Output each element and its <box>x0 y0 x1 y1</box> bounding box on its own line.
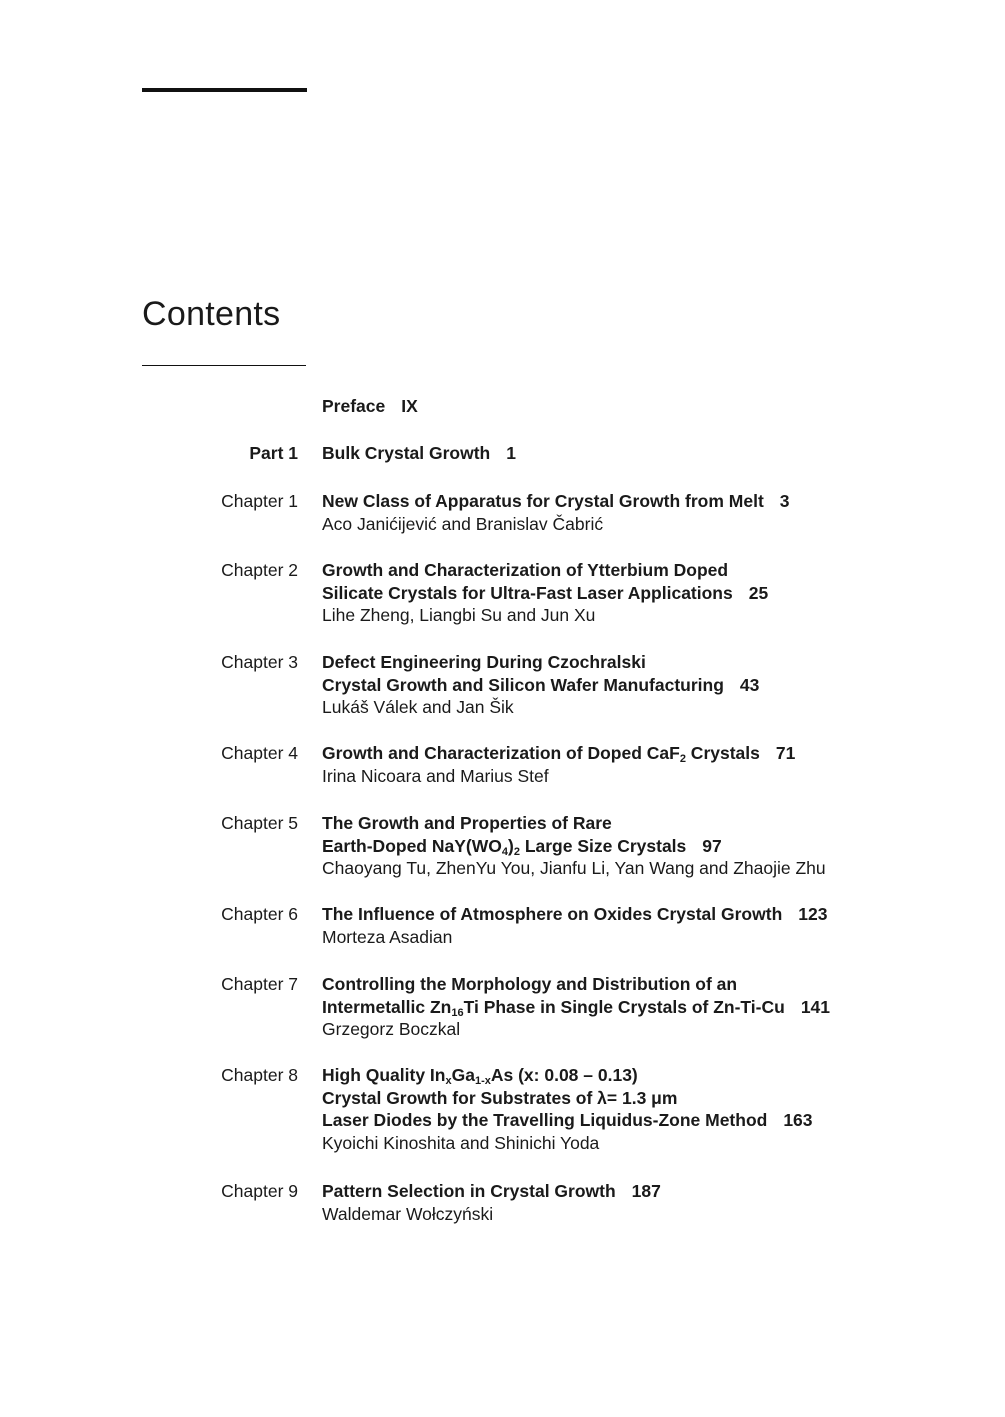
chapter-title: Pattern Selection in Crystal Growth <box>322 1181 616 1201</box>
entry-title-line <box>322 742 922 765</box>
chapter-title: New Class of Apparatus for Crystal Growth from Melt <box>322 491 764 511</box>
chapter-title-part: Ti Phase in Single Crystals of Zn-Ti-Cu <box>463 996 785 1017</box>
chapter-authors: Waldemar Wołczyński <box>322 1203 494 1224</box>
subscript: 2 <box>513 845 520 858</box>
entry-title-line: The Growth and Properties of Rare <box>322 813 612 833</box>
chapter-title: Crystal Growth and Silicon Wafer Manufacturing <box>322 674 724 695</box>
page-number: IX <box>401 396 418 416</box>
page-number: 1 <box>506 443 516 463</box>
chapter-label: Chapter 6 <box>221 904 298 924</box>
toc-entry-body <box>322 973 922 1041</box>
page-number: 25 <box>748 582 769 603</box>
chapter-title-part: Laser Diodes by the Travelling Liquidus-Zone Method <box>322 1110 768 1130</box>
chapter-title-part: Earth-Doped NaY(WO <box>322 835 502 856</box>
entry-title-line: Defect Engineering During Czochralski <box>322 652 646 672</box>
chapter-authors: Lukáš Válek and Jan Šik <box>322 697 514 717</box>
entry-title-line <box>322 996 922 1019</box>
chapter-title-part: Large Size Crystals <box>519 835 687 856</box>
toc-entry-body <box>322 1180 922 1225</box>
chapter-title-part: Intermetallic Zn <box>322 996 452 1017</box>
chapter-title-part: Ga <box>451 1065 475 1085</box>
chapter-title: Silicate Crystals for Ultra-Fast Laser Applications <box>322 582 733 603</box>
top-decorative-rule <box>142 88 307 92</box>
chapter-title-part: As (x: 0.08 – 0.13) <box>490 1065 638 1085</box>
part-title: Bulk Crystal Growth <box>322 443 491 463</box>
page-number: 123 <box>798 904 828 924</box>
chapter-authors: Kyoichi Kinoshita and Shinichi Yoda <box>322 1132 600 1153</box>
toc-entry-body <box>322 442 922 465</box>
entry-title-line <box>322 674 922 697</box>
page-number: 71 <box>775 743 796 763</box>
page-title: Contents <box>142 295 281 333</box>
entry-title-line <box>322 1064 922 1087</box>
entry-title-line: Crystal Growth for Substrates of λ= 1.3 μm <box>322 1087 678 1108</box>
chapter-label: Chapter 3 <box>221 652 298 672</box>
chapter-label: Chapter 9 <box>221 1181 298 1201</box>
page-number: 97 <box>702 835 722 856</box>
toc-entry-body <box>322 1064 922 1154</box>
preface-title: Preface <box>322 396 386 416</box>
page-number: 141 <box>800 996 831 1017</box>
chapter-label: Chapter 4 <box>221 743 298 763</box>
entry-title-line: Controlling the Morphology and Distribution of an <box>322 974 738 994</box>
chapter-authors: Aco Janićijević and Branislav Čabrić <box>322 513 604 534</box>
toc-entry-body <box>322 651 922 719</box>
chapter-authors: Irina Nicoara and Marius Stef <box>322 765 549 786</box>
toc-entry-body <box>322 812 922 880</box>
chapter-authors: Morteza Asadian <box>322 926 453 947</box>
page-number: 187 <box>631 1181 661 1201</box>
chapter-authors: Chaoyang Tu, ZhenYu You, Jianfu Li, Yan Wang and Zhaojie Zhu <box>322 858 826 878</box>
chapter-label: Chapter 7 <box>221 974 298 994</box>
part-label: Part 1 <box>249 443 298 463</box>
chapter-authors: Lihe Zheng, Liangbi Su and Jun Xu <box>322 605 596 625</box>
entry-title-line <box>322 835 922 858</box>
chapter-title-part: High Quality In <box>322 1065 446 1085</box>
chapter-label: Chapter 1 <box>221 491 298 511</box>
toc-entry-body <box>322 742 922 787</box>
chapter-title: The Influence of Atmosphere on Oxides Crystal Growth <box>322 904 783 924</box>
page-number: 3 <box>779 491 790 511</box>
subscript: 1-x <box>474 1075 491 1087</box>
chapter-title-part: Crystals <box>685 743 760 763</box>
toc-entry-body <box>322 395 922 418</box>
title-underline-rule <box>142 365 306 366</box>
entry-title-line <box>322 582 922 605</box>
entry-title-line <box>322 903 922 926</box>
toc-entry-body <box>322 903 922 948</box>
subscript: 4 <box>501 845 508 858</box>
entry-title-line <box>322 490 922 513</box>
entry-title-line <box>322 395 922 418</box>
chapter-title-part: ) <box>508 835 514 856</box>
toc-entry-body <box>322 490 922 535</box>
entry-title-line: Growth and Characterization of Ytterbium Doped <box>322 560 729 580</box>
chapter-label: Chapter 5 <box>221 813 298 833</box>
chapter-title-part: Growth and Characterization of Doped CaF <box>322 743 680 763</box>
subscript: 16 <box>451 1006 464 1019</box>
chapter-authors: Grzegorz Boczkal <box>322 1019 461 1039</box>
entry-title-line <box>322 1180 922 1203</box>
chapter-label: Chapter 8 <box>221 1065 298 1085</box>
page-number: 43 <box>739 674 760 695</box>
page-number: 163 <box>783 1110 813 1130</box>
subscript: 2 <box>679 753 686 765</box>
entry-title-line <box>322 442 922 465</box>
chapter-label: Chapter 2 <box>221 560 298 580</box>
entry-title-line <box>322 1109 922 1132</box>
subscript: x <box>445 1075 452 1087</box>
toc-entry-body <box>322 559 922 627</box>
